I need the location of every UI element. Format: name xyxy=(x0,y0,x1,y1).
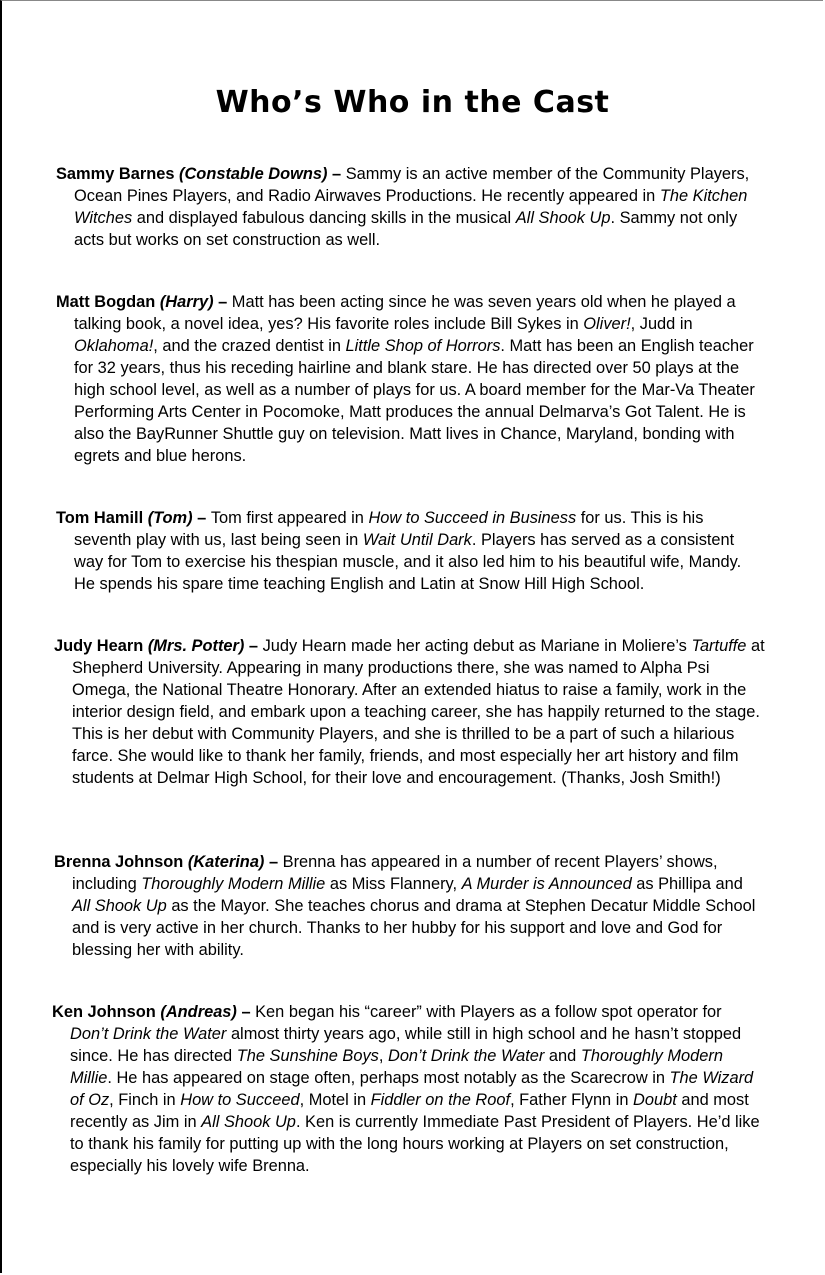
work-title: The Kitchen Witches xyxy=(74,187,748,227)
work-title: Oklahoma! xyxy=(74,337,154,355)
bio-text-segment: as the Mayor. She teaches chorus and drama at Stephen Decatur Middle School and is very active in her church. Thanks to her hubby for his support and love and God for blessing her with ability. xyxy=(72,897,756,959)
work-title: Thoroughly Modern Millie xyxy=(70,1047,723,1087)
bio-text-segment: Tom first appeared in xyxy=(210,509,369,527)
work-title: Oliver! xyxy=(583,315,631,333)
bio-judy-hearn xyxy=(54,635,768,789)
bio-text-segment: , Judd in xyxy=(630,315,693,333)
bio-text-segment: and xyxy=(544,1047,581,1065)
bio-text xyxy=(74,165,749,249)
bio-sammy-barnes xyxy=(56,163,754,251)
bio-text-segment: , and the crazed dentist in xyxy=(153,337,346,355)
cast-role: (Constable Downs) xyxy=(179,165,328,183)
bio-text-segment: Judy Hearn made her acting debut as Mariane in Moliere’s xyxy=(262,637,692,655)
bio-text-segment: . Players has served as a consistent way for Tom to exercise his thespian muscle, and it also led him to his beautiful wife, Mandy. He spends his spare time teaching English and Latin at Snow Hill High School. xyxy=(74,531,742,593)
cast-role: (Mrs. Potter) xyxy=(147,637,245,655)
bio-text-segment: as Miss Flannery, xyxy=(325,875,462,893)
cast-name: Brenna Johnson xyxy=(54,853,184,871)
work-title: All Shook Up xyxy=(515,209,611,227)
work-title: Tartuffe xyxy=(691,637,747,655)
bio-text-segment: Sammy is an active member of the Community Players, Ocean Pines Players, and Radio Airwaves Productions. He recently appeared in xyxy=(74,165,750,205)
bio-text-segment: . Matt has been an English teacher for 32 years, thus his receding hairline and blank stare. He has directed over 50 plays at the high school level, as well as a number of plays for us. A board member for the Mar-Va Theater Performing Arts Center in Pocomoke, Matt produces the annual Delmarva’s Got Talent. He is also the BayRunner Shuttle guy on television. Matt lives in Chance, Maryland, bonding with egrets and blue herons. xyxy=(74,337,755,465)
work-title: All Shook Up xyxy=(72,897,167,915)
dash: – xyxy=(264,853,283,871)
work-title: Don’t Drink the Water xyxy=(70,1025,227,1043)
dash: – xyxy=(236,1003,256,1021)
dash: – xyxy=(192,509,211,527)
cast-role: (Tom) xyxy=(147,509,193,527)
work-title: All Shook Up xyxy=(201,1113,296,1131)
cast-name: Tom Hamill xyxy=(56,509,144,527)
cast-role: (Katerina) xyxy=(187,853,265,871)
bio-matt-bogdan xyxy=(56,291,764,467)
work-title: Little Shop of Horrors xyxy=(345,337,501,355)
work-title: Don’t Drink the Water xyxy=(387,1047,545,1065)
work-title: Doubt xyxy=(633,1091,677,1109)
dash: – xyxy=(327,165,346,183)
page-title: Who’s Who in the Cast xyxy=(215,85,610,120)
bio-text-segment: almost thirty years ago, while still in high school and he hasn’t stopped since. He has directed xyxy=(70,1025,742,1065)
work-title: The Wizard of Oz xyxy=(70,1069,754,1109)
work-title: Thoroughly Modern Millie xyxy=(141,875,326,893)
bio-text xyxy=(74,293,755,465)
dash: – xyxy=(244,637,263,655)
cast-name: Ken Johnson xyxy=(52,1003,156,1021)
bio-text xyxy=(72,637,765,787)
work-title: A Murder is Announced xyxy=(461,875,632,893)
bio-text-segment: at Shepherd University. Appearing in many productions there, she was named to Alpha Psi Omega, the National Theatre Honorary. After an extended hiatus to raise a family, work in the interior design field, and embark upon a teaching career, she has happily returned to the stage. This is her debut with Community Players, and she is thrilled to be a part of such a hilarious farce. She would like to thank her family, friends, and most especially her art history and film students at Delmar High School, for their love and encouragement. (Thanks, Josh Smith!) xyxy=(72,637,765,787)
bio-text-segment: . He has appeared on stage often, perhaps most notably as the Scarecrow in xyxy=(107,1069,670,1087)
work-title: Wait Until Dark xyxy=(362,531,472,549)
bio-text-segment: , Finch in xyxy=(109,1091,181,1109)
dash: – xyxy=(213,293,232,311)
cast-name: Judy Hearn xyxy=(54,637,144,655)
bio-text-segment: . Ken is currently Immediate Past President of Players. He’d like to thank his family for putting up with the long hours working at Players on set construction, especially his lovely wife Brenna. xyxy=(70,1113,760,1175)
bio-text-segment: . Sammy not only acts but works on set construction as well. xyxy=(74,209,738,249)
bio-text-segment: and displayed fabulous dancing skills in the musical xyxy=(132,209,516,227)
bio-text-segment: , xyxy=(378,1047,388,1065)
bio-ken-johnson xyxy=(52,1001,764,1177)
bio-tom-hamill xyxy=(56,507,762,595)
work-title: How to Succeed in Business xyxy=(368,509,577,527)
cast-name: Matt Bogdan xyxy=(56,293,156,311)
bio-brenna-johnson xyxy=(54,851,762,961)
bio-text xyxy=(70,1003,760,1175)
bio-text-segment: Matt has been acting since he was seven years old when he played a talking book, a novel idea, yes? His favorite roles include Bill Sykes in xyxy=(74,293,736,333)
cast-role: (Harry) xyxy=(159,293,214,311)
bio-text-segment: as Phillipa and xyxy=(631,875,743,893)
work-title: Fiddler on the Roof xyxy=(370,1091,511,1109)
bio-text-segment: Brenna has appeared in a number of recent Players’ shows, including xyxy=(72,853,718,893)
bio-text-segment: , Motel in xyxy=(299,1091,371,1109)
bio-text-segment: , Father Flynn in xyxy=(510,1091,634,1109)
cast-name: Sammy Barnes xyxy=(56,165,175,183)
bio-text-segment: Ken began his “career” with Players as a follow spot operator for xyxy=(255,1003,722,1021)
bio-text-segment: and most recently as Jim in xyxy=(70,1091,749,1131)
bio-text-segment: for us. This is his seventh play with us, last being seen in xyxy=(74,509,704,549)
work-title: How to Succeed xyxy=(180,1091,300,1109)
work-title: The Sunshine Boys xyxy=(236,1047,379,1065)
cast-role: (Andreas) xyxy=(160,1003,237,1021)
